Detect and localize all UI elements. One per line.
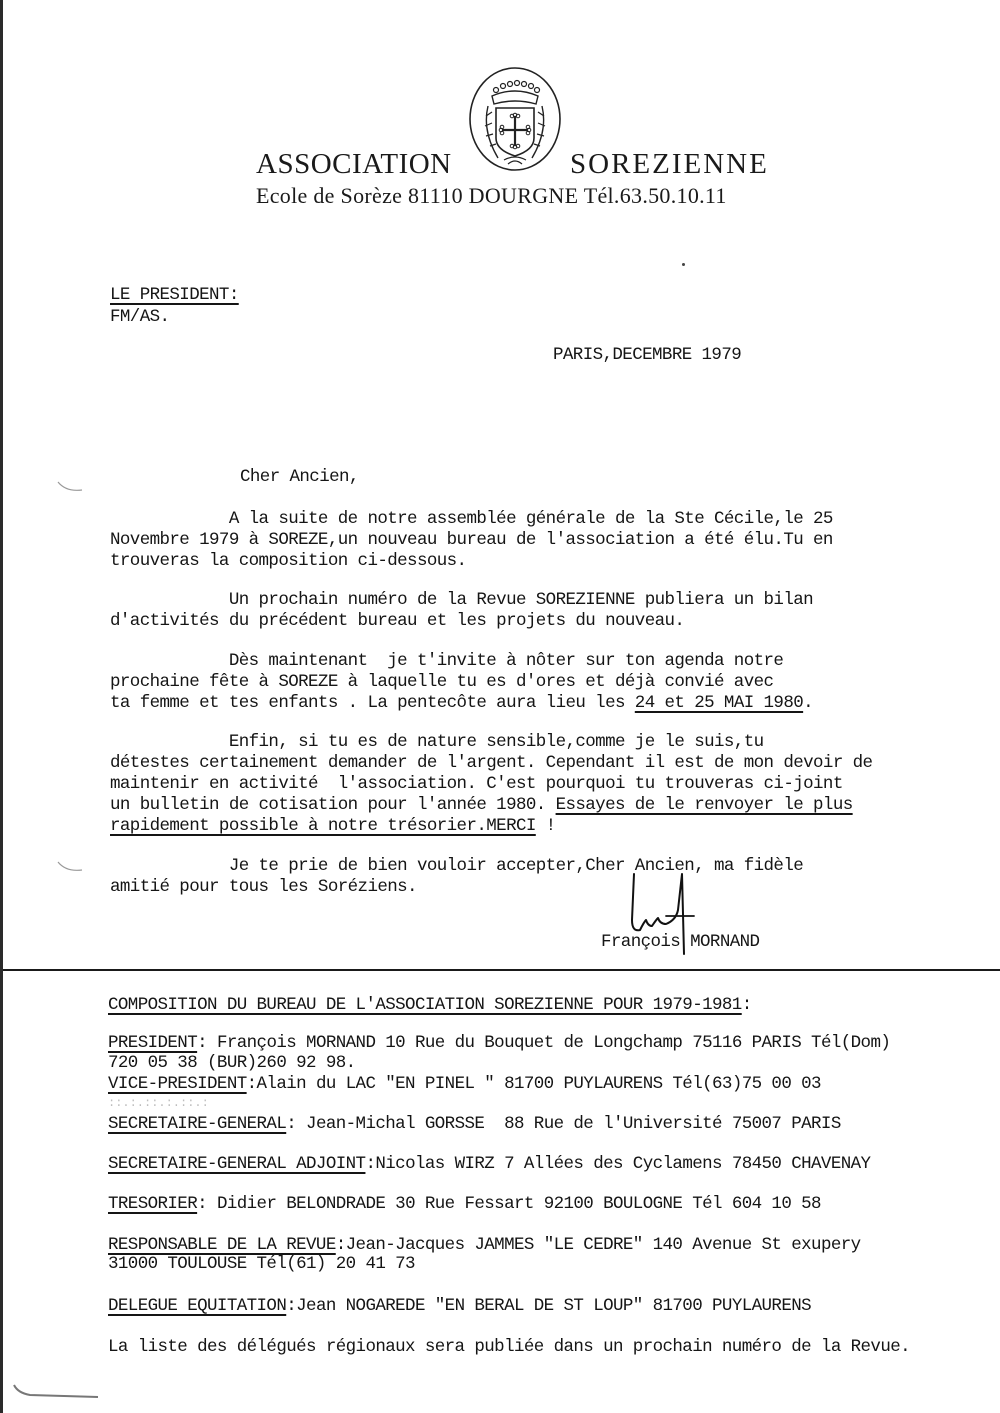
member-role: TRESORIER — [108, 1194, 198, 1214]
scan-smudge — [10, 1383, 110, 1403]
member-details: Jean-Michal GORSSE 88 Rue de l'Université 75007 PARIS — [306, 1114, 841, 1134]
scan-edge — [0, 0, 3, 1413]
salutation: Cher Ancien, — [240, 467, 359, 487]
separator: : — [246, 1074, 257, 1094]
member-line — [108, 1074, 821, 1094]
paragraph-line: trouveras la composition ci-dessous. — [110, 551, 467, 571]
letterhead-name-right: SOREZIENNE — [570, 148, 769, 180]
member-line — [108, 1033, 890, 1053]
member-details-line2: 720 05 38 (BUR)260 92 98. — [108, 1053, 356, 1073]
paragraph-line: Je te prie de bien vouloir accepter,Cher Ancien, ma fidèle — [110, 856, 804, 876]
paragraph-line: A la suite de notre assemblée générale de la Ste Cécile,le 25 — [110, 509, 833, 529]
paragraph-line: d'activités du précédent bureau et les projets du nouveau. — [110, 611, 685, 631]
regional-delegates-note: La liste des délégués régionaux sera publiée dans un prochain numéro de la Revue. — [108, 1337, 911, 1357]
scan-speck — [682, 263, 685, 266]
exclamation: ! — [535, 816, 556, 836]
member-details: Jean NOGAREDE "EN BERAL DE ST LOUP" 81700 PUYLAURENS — [296, 1296, 812, 1316]
paragraph-line: Dès maintenant je t'invite à nôter sur ton agenda notre — [110, 651, 784, 671]
member-line — [108, 1154, 870, 1174]
paragraph-line: Enfin, si tu es de nature sensible,comme je le suis,tu — [110, 732, 764, 752]
signatory-name: François MORNAND — [601, 932, 760, 952]
member-details: François MORNAND 10 Rue du Bouquet de Longchamp 75116 PARIS Tél(Dom) — [216, 1033, 891, 1053]
separator: : — [197, 1194, 217, 1214]
separator: : — [286, 1296, 297, 1316]
paragraph-line: un bulletin de cotisation pour l'année 1980. — [110, 795, 556, 815]
request-underlined: Essayes de le renvoyer le plus — [555, 795, 853, 815]
member-line — [108, 1194, 821, 1214]
place-date: PARIS,DECEMBRE 1979 — [553, 345, 742, 365]
sender-title: LE PRESIDENT: — [110, 285, 239, 305]
colon: : — [741, 995, 752, 1015]
member-role: RESPONSABLE DE LA REVUE — [108, 1235, 336, 1255]
member-line — [108, 1235, 861, 1255]
request-line — [110, 816, 556, 836]
member-details: Alain du LAC "EN PINEL " 81700 PUYLAURENS Tél(63)75 00 03 — [256, 1074, 821, 1094]
member-line — [108, 1114, 841, 1134]
section-divider — [3, 969, 1000, 971]
member-details: Jean-Jacques JAMMES "LE CEDRE" 140 Avenue St exupery — [345, 1235, 861, 1255]
member-line — [108, 1296, 811, 1316]
paragraph-line: amitié pour tous les Soréziens. — [110, 877, 417, 897]
pentecost-date: 24 et 25 MAI 1980 — [634, 693, 804, 713]
paragraph-line: Novembre 1979 à SOREZE,un nouveau bureau de l'association a été élu.Tu en — [110, 530, 833, 550]
member-role: VICE-PRESIDENT — [108, 1074, 247, 1094]
bureau-heading — [108, 995, 752, 1015]
member-role: DELEGUE EQUITATION — [108, 1296, 287, 1316]
request-underlined-line: rapidement possible à notre trésorier.MERCI — [110, 816, 536, 836]
letterhead-name-left: ASSOCIATION — [256, 148, 452, 180]
paragraph-line: détestes certainement demander de l'argent. Cependant il est de mon devoir de — [110, 753, 873, 773]
member-role: SECRETAIRE-GENERAL — [108, 1114, 287, 1134]
letterhead-address: Ecole de Sorèze 81110 DOURGNE Tél.63.50.10.11 — [256, 183, 727, 208]
paragraph-line: prochaine fête à SOREZE à laquelle tu es d'ores et déjà convié avec — [110, 672, 774, 692]
member-role: PRESIDENT — [108, 1033, 198, 1053]
coat-of-arms-icon — [468, 66, 562, 172]
sender-reference: FM/AS. — [110, 307, 170, 327]
punch-hole-mark — [56, 858, 86, 876]
paragraph-line-with-date — [110, 693, 813, 713]
punch-hole-mark — [56, 478, 86, 496]
member-details-line2: 31000 TOULOUSE Tél(61) 20 41 73 — [108, 1254, 415, 1274]
bureau-heading-text: COMPOSITION DU BUREAU DE L'ASSOCIATION SOREZIENNE POUR 1979-1981 — [108, 995, 742, 1015]
separator: : — [335, 1235, 346, 1255]
paragraph-line: ta femme et tes enfants . La pentecôte aura lieu les — [110, 693, 635, 713]
paragraph-line: Un prochain numéro de la Revue SOREZIENNE publiera un bilan — [110, 590, 814, 610]
separator: : — [197, 1033, 217, 1053]
faded-strikethrough-text: ::.:.::.:.::.: — [108, 1096, 209, 1110]
paragraph-line: maintenir en activité l'association. C'est pourquoi tu trouveras ci-joint — [110, 774, 843, 794]
paragraph-line-with-request — [110, 795, 853, 815]
separator: : — [365, 1154, 376, 1174]
member-role: SECRETAIRE-GENERAL ADJOINT — [108, 1154, 366, 1174]
punctuation: . — [803, 693, 814, 713]
member-details: Didier BELONDRADE 30 Rue Fessart 92100 BOULOGNE Tél 604 10 58 — [216, 1194, 821, 1214]
separator: : — [286, 1114, 307, 1134]
member-details: Nicolas WIRZ 7 Allées des Cyclamens 78450 CHAVENAY — [375, 1154, 871, 1174]
